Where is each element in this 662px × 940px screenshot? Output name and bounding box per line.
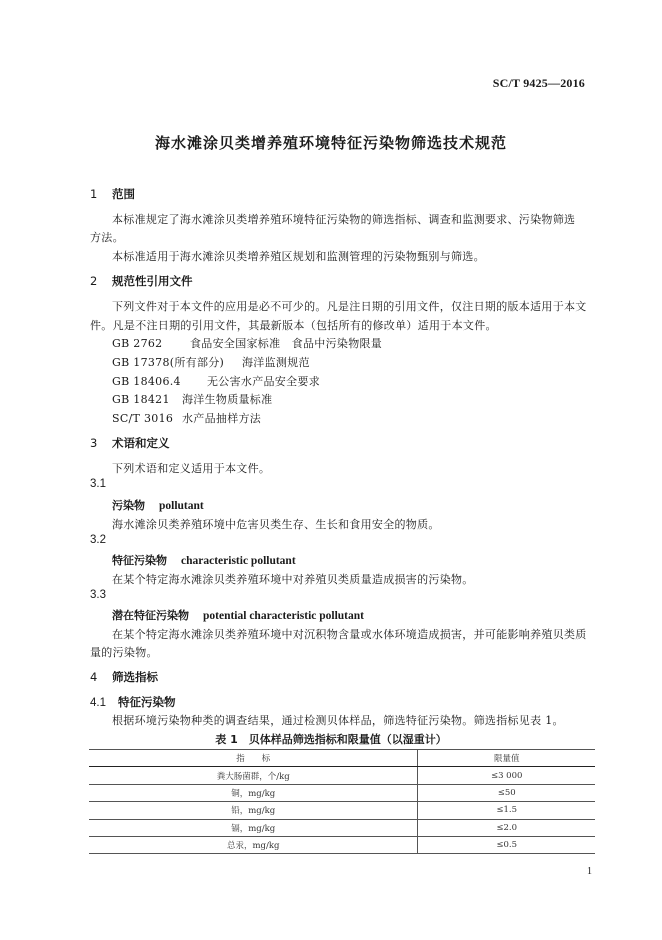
reference-item — [112, 391, 272, 407]
term-heading — [112, 497, 204, 513]
section-1-number: 1 — [90, 187, 98, 201]
term-heading — [112, 607, 364, 623]
limits-table — [89, 749, 595, 854]
term-cn: 特征污染物 — [112, 554, 167, 567]
section-2-title: 规范性引用文件 — [112, 274, 193, 288]
section-2-number: 2 — [90, 274, 98, 288]
reference-code: GB 17378(所有部分) — [112, 356, 225, 369]
section-2-heading — [90, 273, 193, 289]
subsection-4-1-heading — [90, 694, 176, 710]
limit-cell: ≤3 000 — [418, 767, 595, 784]
subsection-number: 4.1 — [90, 697, 106, 709]
reference-title: 海洋生物质量标准 — [182, 393, 273, 406]
section-3-intro: 下列术语和定义适用于本文件。 — [112, 462, 271, 475]
reference-code: GB 18421 — [112, 393, 170, 406]
section-2-intro-line-2: 件。凡是不注日期的引用文件，其最新版本（包括所有的修改单）适用于本文件。 — [90, 319, 497, 332]
section-1-title: 范围 — [112, 187, 135, 201]
limit-cell: ≤1.5 — [418, 802, 595, 819]
document-title: 海水滩涂贝类增养殖环境特征污染物筛选技术规范 — [154, 134, 507, 152]
term-cn: 污染物 — [112, 499, 145, 512]
section-2-intro-line-1: 下列文件对于本文件的应用是必不可少的。凡是注日期的引用文件，仅注日期的版本适用于本文 — [112, 300, 587, 313]
section-1-para-1-line-1: 本标准规定了海水滩涂贝类增养殖环境特征污染物的筛选指标、调查和监测要求、污染物筛选 — [112, 213, 576, 226]
term-cn: 潜在特征污染物 — [112, 609, 189, 622]
term-definition-line-1: 在某个特定海水滩涂贝类养殖环境中对沉积物含量或水体环境造成损害，并可能影响养殖贝类质 — [112, 628, 587, 641]
table-row — [89, 819, 595, 836]
section-4-title: 筛选指标 — [112, 670, 158, 684]
indicator-cell: 镉，mg/kg — [89, 819, 418, 836]
term-en: characteristic pollutant — [181, 555, 296, 567]
reference-item — [112, 354, 310, 370]
indicator-cell: 粪大肠菌群，个/kg — [89, 767, 418, 784]
reference-code: GB 18406.4 — [112, 375, 181, 388]
reference-code: GB 2762 — [112, 337, 163, 350]
section-1-para-2: 本标准适用于海水滩涂贝类增养殖区规划和监测管理的污染物甄别与筛选。 — [112, 250, 485, 263]
reference-item — [112, 410, 261, 426]
term-definition: 在某个特定海水滩涂贝类养殖环境中对养殖贝类质量造成损害的污染物。 — [112, 573, 474, 586]
reference-title: 无公害水产品安全要求 — [207, 375, 320, 388]
section-3-title: 术语和定义 — [112, 436, 170, 450]
term-heading — [112, 552, 296, 568]
section-1-para-1-line-2: 方法。 — [90, 231, 124, 244]
term-definition-line-2: 量的污染物。 — [90, 646, 158, 659]
reference-title: 食品安全国家标准 食品中污染物限量 — [190, 337, 383, 350]
table-row — [89, 784, 595, 801]
reference-code: SC/T 3016 — [112, 412, 174, 425]
column-header-indicator: 指 标 — [89, 750, 418, 767]
limit-cell: ≤2.0 — [418, 819, 595, 836]
table-caption: 表 1 贝体样品筛选指标和限量值（以湿重计） — [215, 733, 447, 746]
section-1-heading — [90, 186, 135, 202]
reference-title: 水产品抽样方法 — [182, 412, 262, 425]
limit-cell: ≤50 — [418, 784, 595, 801]
table-row — [89, 802, 595, 819]
term-number: 3.2 — [90, 534, 106, 546]
table-row — [89, 767, 595, 784]
indicator-cell: 总汞，mg/kg — [89, 836, 418, 853]
subsection-title: 特征污染物 — [118, 695, 176, 709]
page-number: 1 — [587, 866, 592, 877]
indicator-cell: 铜，mg/kg — [89, 784, 418, 801]
section-3-heading — [90, 435, 170, 451]
standard-code: SC/T 9425—2016 — [492, 76, 585, 90]
table-row — [89, 836, 595, 853]
subsection-4-1-text: 根据环境污染物种类的调查结果，通过检测贝体样品，筛选特征污染物。筛选指标见表 1。 — [112, 714, 564, 727]
table-header-row — [89, 750, 595, 767]
reference-title: 海洋监测规范 — [242, 356, 310, 369]
section-4-heading — [90, 669, 158, 685]
term-number: 3.1 — [90, 478, 106, 490]
column-header-limit: 限量值 — [418, 750, 595, 767]
section-4-number: 4 — [90, 670, 98, 684]
indicator-cell: 铅，mg/kg — [89, 802, 418, 819]
term-definition: 海水滩涂贝类养殖环境中危害贝类生存、生长和食用安全的物质。 — [112, 518, 440, 531]
term-en: potential characteristic pollutant — [203, 610, 364, 622]
section-3-number: 3 — [90, 436, 98, 450]
reference-item — [112, 373, 320, 389]
reference-item — [112, 335, 382, 351]
term-number: 3.3 — [90, 589, 106, 601]
limit-cell: ≤0.5 — [418, 836, 595, 853]
term-en: pollutant — [159, 500, 204, 512]
